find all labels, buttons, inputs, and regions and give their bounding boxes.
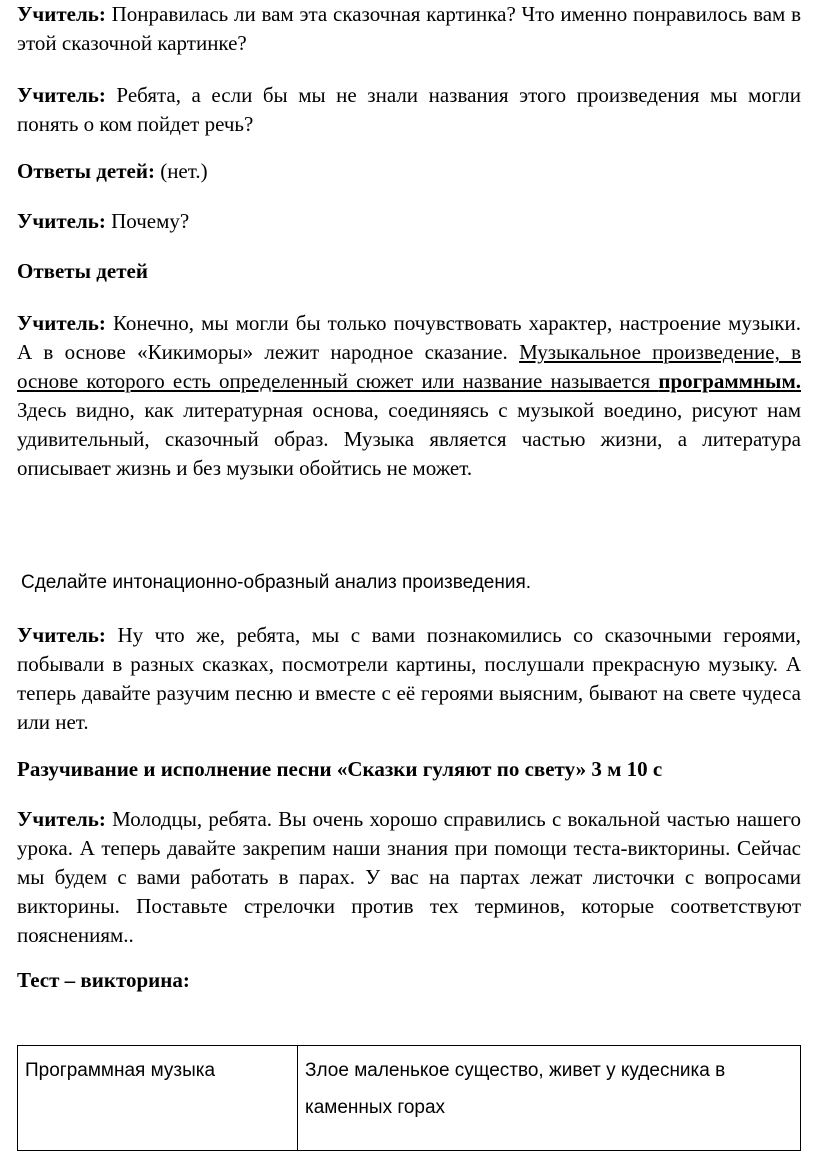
paragraph-text: (нет.) xyxy=(154,159,208,183)
paragraph-teacher-song-intro xyxy=(17,621,801,737)
speaker-label: Учитель: xyxy=(17,83,106,107)
paragraph-children-answer xyxy=(17,157,208,186)
speaker-label: Ответы детей: xyxy=(17,159,155,183)
quiz-definition-cell: Злое маленькое существо, живет у кудесника в каменных горах xyxy=(298,1046,801,1151)
paragraph-text: Здесь видно, как литературная основа, соединяясь с музыкой воедино, рисуют нам удивительный, сказочный образ. Музыка является частью жизни, а литература описывает жизнь и без музыки обойтись не может. xyxy=(17,398,801,480)
paragraph-analysis-task xyxy=(21,568,531,597)
speaker-label: Учитель: xyxy=(17,209,106,233)
paragraph-text: Почему? xyxy=(105,209,190,233)
paragraph-text: Конечно, мы могли бы только почувствовать характер, настроение музыки. А в основе «Кикиморы» лежит народное сказание. xyxy=(17,311,801,364)
speaker-label: Учитель: xyxy=(17,311,106,335)
speaker-label: Ответы детей xyxy=(17,259,148,283)
speaker-label: Учитель: xyxy=(17,2,106,26)
paragraph-children-answers-heading xyxy=(17,257,148,286)
paragraph-text: Молодцы, ребята. Вы очень хорошо справились с вокальной частью нашего урока. А теперь давайте закрепим наши знания при помощи теста-викторины. Сейчас мы будем с вами работать в парах. У вас на партах лежат листочки с вопросами викторины. Поставьте стрелочки против тех терминов, которые соответствуют пояснениям.. xyxy=(17,807,801,947)
term-program-music: программным. xyxy=(658,369,801,393)
paragraph-teacher-quiz-intro xyxy=(17,805,801,950)
song-learning-heading: Разучивание и исполнение песни «Сказки гуляют по свету» 3 м 10 с xyxy=(17,757,663,781)
quiz-heading: Тест – викторина: xyxy=(17,968,190,992)
paragraph-text: Ребята, а если бы мы не знали названия этого произведения мы могли понять о ком пойдет речь? xyxy=(17,83,801,136)
paragraph-teacher-program-music xyxy=(17,309,801,483)
quiz-term-cell: Программная музыка xyxy=(18,1046,298,1151)
speaker-label: Учитель: xyxy=(17,623,106,647)
paragraph-text: Ну что же, ребята, мы с вами познакомились со сказочными героями, побывали в разных сказках, посмотрели картины, послушали прекрасную музыку. А теперь давайте разучим песню и вместе с её героями выясним, бывают на свете чудеса или нет. xyxy=(17,623,801,734)
speaker-label: Учитель: xyxy=(17,807,106,831)
quiz-table xyxy=(17,1045,801,1151)
definition-underlined: Музыкальное произведение, в основе которого есть определенный сюжет или название называется xyxy=(17,340,801,393)
paragraph-teacher-question-picture xyxy=(17,0,801,58)
paragraph-text: Понравилась ли вам эта сказочная картинка? Что именно понравилось вам в этой сказочной картинке? xyxy=(17,2,801,55)
paragraph-teacher-why xyxy=(17,207,189,236)
table-row xyxy=(18,1046,801,1151)
paragraph-text: Сделайте интонационно-образный анализ произведения. xyxy=(21,572,532,593)
paragraph-teacher-question-title xyxy=(17,81,801,139)
